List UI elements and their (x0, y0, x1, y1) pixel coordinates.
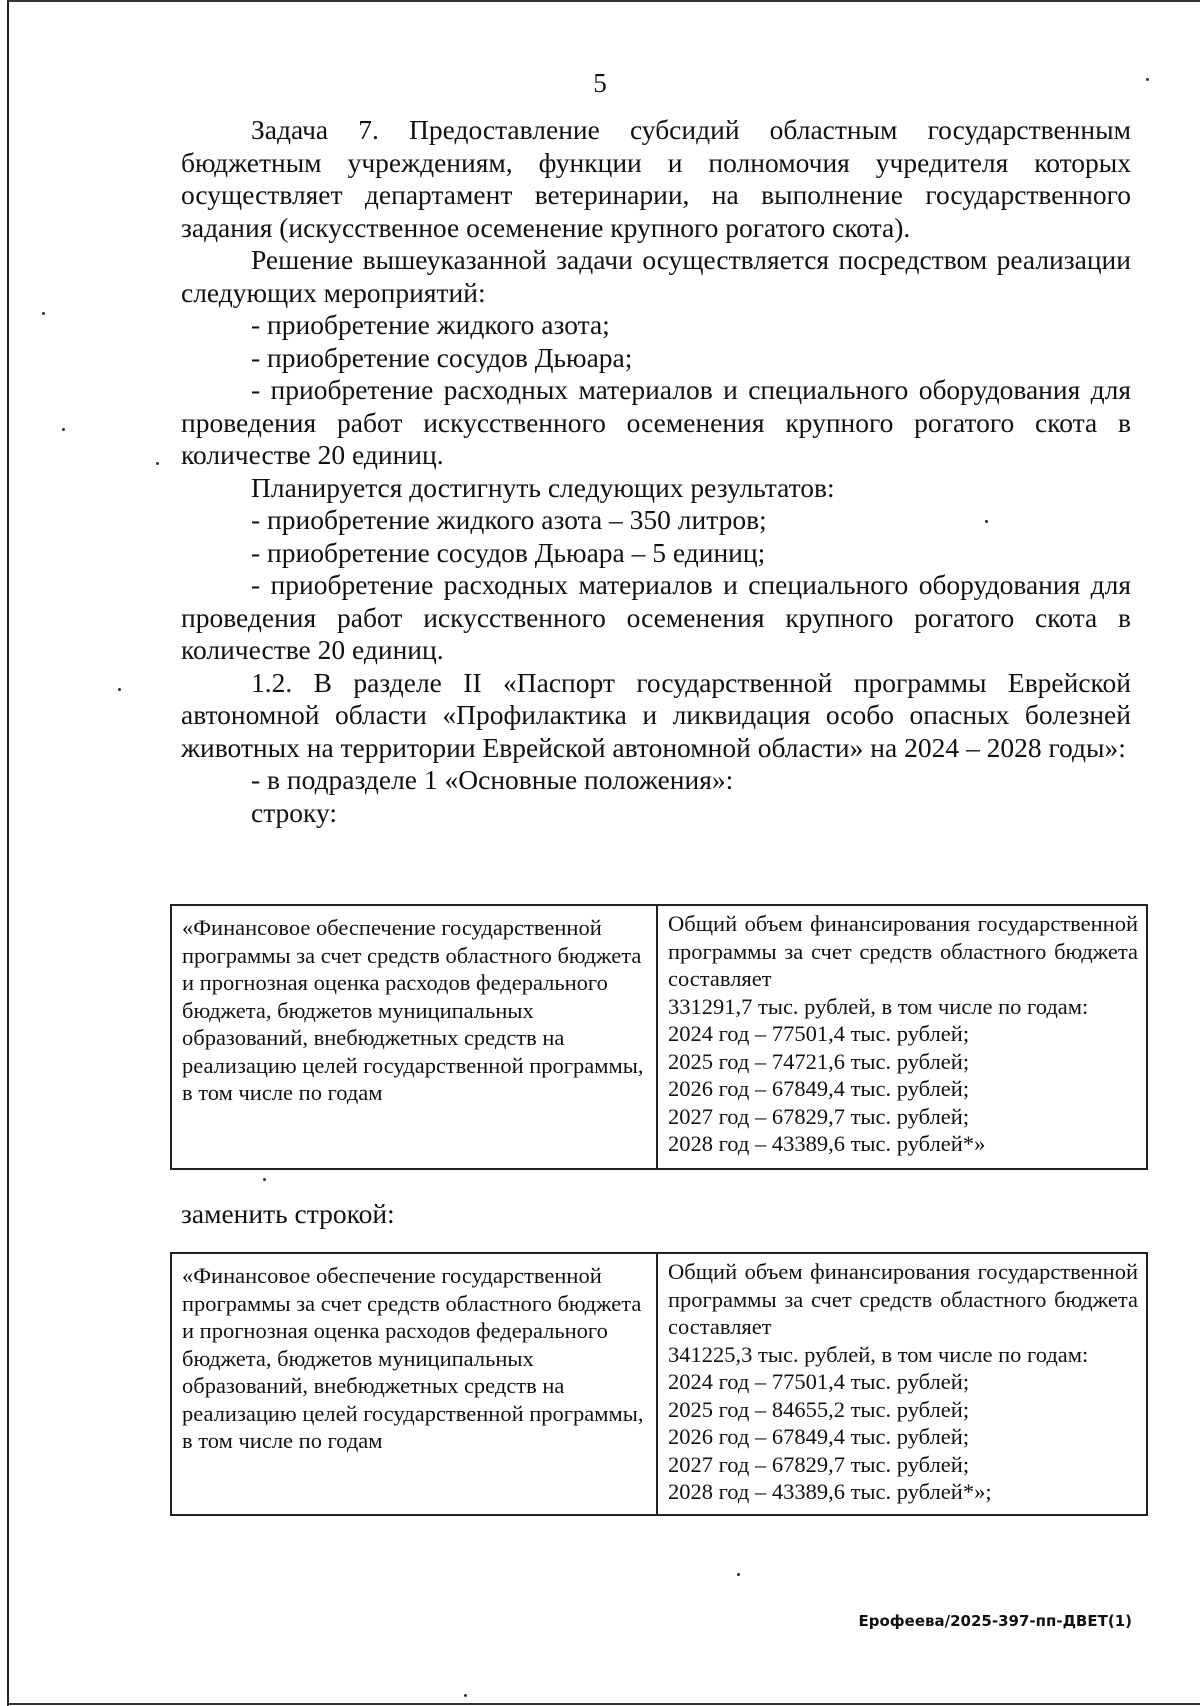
list-item: - приобретение расходных материалов и специального оборудования для проведения работ искусственного осеменения крупного рогатого скота в количестве 20 единиц. (181, 569, 1131, 665)
scan-speck (464, 1694, 467, 1697)
list-item: - приобретение жидкого азота; (251, 309, 610, 340)
scan-speck (156, 462, 159, 465)
document-code: Ерофеева/2025-397-пп-ДВЕТ(1) (858, 1612, 1132, 1630)
page-number: 5 (593, 68, 607, 98)
financing-year: 2024 год – 77501,4 тыс. рублей; (668, 1369, 970, 1394)
scan-border-top (7, 0, 1200, 2)
financing-year: 2028 год – 43389,6 тыс. рублей*» (668, 1131, 986, 1156)
table-new-right-cell (658, 1254, 1146, 1514)
scan-speck (1146, 78, 1149, 81)
financing-year: 2027 год – 67829,7 тыс. рублей; (668, 1103, 970, 1129)
financing-year: 2026 год – 67849,4 тыс. рублей; (668, 1076, 970, 1101)
replace-label: заменить строкой: (181, 1198, 395, 1229)
table-old-right-cell (658, 906, 1146, 1168)
financing-year: 2025 год – 74721,6 тыс. рублей; (668, 1048, 970, 1074)
financing-year: 2026 год – 67849,4 тыс. рублей; (668, 1424, 970, 1449)
list-item: - в подразделе 1 «Основные положения»: (251, 764, 734, 795)
list-item: - приобретение расходных материалов и специального оборудования для проведения работ искусственного осеменения крупного рогатого скота в количестве 20 единиц. (181, 374, 1131, 470)
list-item: - приобретение сосудов Дьюара; (251, 341, 633, 373)
scan-border-bottom (7, 1703, 1200, 1705)
scan-speck (42, 312, 45, 315)
paragraph: Планируется достигнуть следующих результатов: (251, 471, 835, 503)
financing-year: 2024 год – 77501,4 тыс. рублей; (668, 1021, 970, 1046)
financing-intro: Общий объем финансирования государственной программы за счет средств областного бюджета составляет (668, 1259, 1138, 1339)
financing-total: 331291,7 тыс. рублей, в том числе по годам: (668, 993, 1089, 1019)
financing-year: 2025 год – 84655,2 тыс. рублей; (668, 1396, 970, 1422)
paragraph: строку: (251, 796, 338, 828)
document-body (181, 114, 1131, 829)
table-old-row (170, 904, 1148, 1170)
financing-year: 2028 год – 43389,6 тыс. рублей*»; (668, 1479, 992, 1504)
scan-speck (263, 1178, 266, 1181)
table-new-row (170, 1252, 1148, 1516)
list-item: - приобретение жидкого азота – 350 литров; (251, 504, 767, 535)
financing-intro: Общий объем финансирования государственной программы за счет средств областного бюджета составляет (668, 911, 1138, 991)
scan-speck (737, 1573, 740, 1576)
table-new-left-cell: «Финансовое обеспечение государственной программы за счет средств областного бюджета и прогнозная оценка расходов федерального бюджета, бюджетов муниципальных образований, внебюджетных средств на реализацию целей государственной программы, в том числе по годам (172, 1254, 658, 1514)
scan-speck (985, 520, 988, 523)
scan-speck (62, 428, 65, 431)
paragraph: Решение вышеуказанной задачи осуществляется посредством реализации следующих мероприятий: (181, 244, 1131, 308)
paragraph: 1.2. В разделе II «Паспорт государственной программы Еврейской автономной области «Профилактика и ликвидация особо опасных болезней животных на территории Еврейской автономной области» на 2024 – 2028 годы»: (181, 666, 1131, 763)
scan-border-left (7, 0, 9, 1706)
list-item: - приобретение сосудов Дьюара – 5 единиц; (251, 536, 766, 568)
financing-year: 2027 год – 67829,7 тыс. рублей; (668, 1451, 970, 1477)
financing-total: 341225,3 тыс. рублей, в том числе по годам: (668, 1341, 1089, 1367)
paragraph: Задача 7. Предоставление субсидий областным государственным бюджетным учреждениям, функции и полномочия учредителя которых осуществляет департамент ветеринарии, на выполнение государственного задания (искусственное осеменение крупного рогатого скота). (181, 114, 1131, 243)
table-old-left-cell: «Финансовое обеспечение государственной программы за счет средств областного бюджета и прогнозная оценка расходов федерального бюджета, бюджетов муниципальных образований, внебюджетных средств на реализацию целей государственной программы, в том числе по годам (172, 906, 658, 1168)
scan-speck (118, 688, 121, 691)
